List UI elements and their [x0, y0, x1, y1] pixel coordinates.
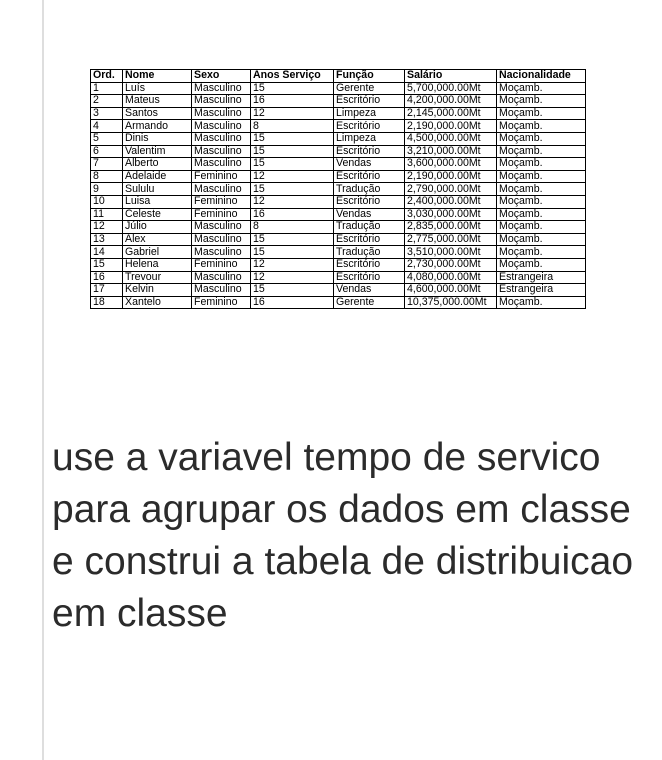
table-row: [91, 195, 586, 208]
cell-ord: 18: [91, 296, 123, 309]
cell-nome: Mateus: [123, 95, 192, 108]
header-funcao: Função: [334, 70, 405, 83]
cell-nome: Valentim: [123, 145, 192, 158]
cell-salario: 4,080,000.00Mt: [405, 271, 497, 284]
cell-nacionalidade: Estrangeira: [497, 271, 586, 284]
table-row: [91, 296, 586, 309]
cell-anos-servico: 15: [251, 145, 334, 158]
cell-nome: Alberto: [123, 158, 192, 171]
cell-ord: 16: [91, 271, 123, 284]
cell-salario: 4,500,000.00Mt: [405, 132, 497, 145]
table-row: [91, 145, 586, 158]
cell-sexo: Masculino: [192, 158, 251, 171]
cell-nome: Trevour: [123, 271, 192, 284]
header-nome: Nome: [123, 70, 192, 83]
cell-anos-servico: 15: [251, 233, 334, 246]
cell-salario: 3,210,000.00Mt: [405, 145, 497, 158]
cell-anos-servico: 16: [251, 208, 334, 221]
cell-nome: Kelvin: [123, 284, 192, 297]
cell-sexo: Masculino: [192, 284, 251, 297]
cell-ord: 12: [91, 221, 123, 234]
cell-sexo: Masculino: [192, 246, 251, 259]
table-row: [91, 233, 586, 246]
cell-sexo: Masculino: [192, 221, 251, 234]
cell-nacionalidade: Moçamb.: [497, 107, 586, 120]
cell-salario: 3,510,000.00Mt: [405, 246, 497, 259]
cell-salario: 2,145,000.00Mt: [405, 107, 497, 120]
cell-anos-servico: 12: [251, 170, 334, 183]
cell-sexo: Masculino: [192, 145, 251, 158]
cell-nacionalidade: Moçamb.: [497, 120, 586, 133]
table-row: [91, 120, 586, 133]
cell-sexo: Masculino: [192, 271, 251, 284]
cell-nacionalidade: Moçamb.: [497, 183, 586, 196]
header-ord: Ord.: [91, 70, 123, 83]
cell-nacionalidade: Moçamb.: [497, 132, 586, 145]
cell-nome: Gabriel: [123, 246, 192, 259]
cell-sexo: Masculino: [192, 82, 251, 95]
cell-sexo: Feminino: [192, 208, 251, 221]
table-body: [91, 82, 586, 309]
cell-nacionalidade: Moçamb.: [497, 195, 586, 208]
cell-ord: 4: [91, 120, 123, 133]
table-row: [91, 208, 586, 221]
cell-nacionalidade: Moçamb.: [497, 233, 586, 246]
cell-salario: 2,835,000.00Mt: [405, 221, 497, 234]
cell-nacionalidade: Moçamb.: [497, 208, 586, 221]
header-sexo: Sexo: [192, 70, 251, 83]
cell-ord: 9: [91, 183, 123, 196]
cell-salario: 2,190,000.00Mt: [405, 170, 497, 183]
cell-ord: 11: [91, 208, 123, 221]
cell-funcao: Vendas: [334, 158, 405, 171]
table-row: [91, 246, 586, 259]
cell-ord: 10: [91, 195, 123, 208]
cell-anos-servico: 15: [251, 246, 334, 259]
cell-nome: Santos: [123, 107, 192, 120]
cell-nome: Alex: [123, 233, 192, 246]
cell-funcao: Vendas: [334, 208, 405, 221]
cell-anos-servico: 15: [251, 284, 334, 297]
table-row: [91, 95, 586, 108]
cell-ord: 14: [91, 246, 123, 259]
cell-ord: 3: [91, 107, 123, 120]
table-row: [91, 221, 586, 234]
employee-table: [90, 69, 586, 309]
cell-funcao: Escritório: [334, 271, 405, 284]
cell-anos-servico: 16: [251, 95, 334, 108]
cell-sexo: Masculino: [192, 183, 251, 196]
cell-anos-servico: 15: [251, 82, 334, 95]
cell-ord: 5: [91, 132, 123, 145]
left-border-line: [42, 0, 44, 760]
cell-funcao: Limpeza: [334, 132, 405, 145]
cell-nacionalidade: Moçamb.: [497, 82, 586, 95]
cell-anos-servico: 15: [251, 183, 334, 196]
cell-sexo: Masculino: [192, 132, 251, 145]
cell-sexo: Masculino: [192, 233, 251, 246]
cell-salario: 4,600,000.00Mt: [405, 284, 497, 297]
table-row: [91, 170, 586, 183]
cell-nome: Dinis: [123, 132, 192, 145]
cell-salario: 2,730,000.00Mt: [405, 258, 497, 271]
cell-ord: 17: [91, 284, 123, 297]
cell-nome: Luisa: [123, 195, 192, 208]
cell-anos-servico: 12: [251, 195, 334, 208]
cell-nacionalidade: Moçamb.: [497, 246, 586, 259]
cell-nome: Armando: [123, 120, 192, 133]
cell-sexo: Masculino: [192, 107, 251, 120]
cell-ord: 1: [91, 82, 123, 95]
header-anos-servico: Anos Serviço: [251, 70, 334, 83]
cell-sexo: Masculino: [192, 95, 251, 108]
cell-anos-servico: 16: [251, 296, 334, 309]
cell-nacionalidade: Moçamb.: [497, 95, 586, 108]
table-row: [91, 183, 586, 196]
cell-ord: 8: [91, 170, 123, 183]
cell-funcao: Tradução: [334, 221, 405, 234]
cell-funcao: Escritório: [334, 195, 405, 208]
cell-nacionalidade: Moçamb.: [497, 221, 586, 234]
cell-nome: Sululu: [123, 183, 192, 196]
cell-salario: 3,030,000.00Mt: [405, 208, 497, 221]
cell-anos-servico: 8: [251, 120, 334, 133]
cell-ord: 13: [91, 233, 123, 246]
table-row: [91, 258, 586, 271]
data-table-image: [90, 69, 586, 309]
cell-salario: 2,775,000.00Mt: [405, 233, 497, 246]
cell-ord: 2: [91, 95, 123, 108]
cell-salario: 2,790,000.00Mt: [405, 183, 497, 196]
cell-anos-servico: 12: [251, 258, 334, 271]
cell-nacionalidade: Estrangeira: [497, 284, 586, 297]
cell-nacionalidade: Moçamb.: [497, 158, 586, 171]
cell-nacionalidade: Moçamb.: [497, 258, 586, 271]
cell-funcao: Vendas: [334, 284, 405, 297]
cell-salario: 4,200,000.00Mt: [405, 95, 497, 108]
cell-nome: Helena: [123, 258, 192, 271]
table-row: [91, 271, 586, 284]
cell-anos-servico: 15: [251, 158, 334, 171]
cell-funcao: Escritório: [334, 233, 405, 246]
cell-funcao: Escritório: [334, 120, 405, 133]
cell-anos-servico: 12: [251, 271, 334, 284]
header-nacionalidade: Nacionalidade: [497, 70, 586, 83]
cell-ord: 6: [91, 145, 123, 158]
cell-nacionalidade: Moçamb.: [497, 170, 586, 183]
cell-funcao: Tradução: [334, 246, 405, 259]
cell-ord: 7: [91, 158, 123, 171]
cell-salario: 3,600,000.00Mt: [405, 158, 497, 171]
cell-salario: 2,400,000.00Mt: [405, 195, 497, 208]
table-row: [91, 107, 586, 120]
cell-funcao: Limpeza: [334, 107, 405, 120]
cell-ord: 15: [91, 258, 123, 271]
cell-salario: 10,375,000.00Mt: [405, 296, 497, 309]
cell-nome: Xantelo: [123, 296, 192, 309]
cell-nome: Luís: [123, 82, 192, 95]
cell-anos-servico: 12: [251, 107, 334, 120]
cell-sexo: Feminino: [192, 296, 251, 309]
cell-funcao: Tradução: [334, 183, 405, 196]
question-text: use a variavel tempo de servico para agrupar os dados em classe e construi a tabela de distribuicao em classe: [52, 436, 634, 635]
cell-anos-servico: 8: [251, 221, 334, 234]
cell-nome: Júlio: [123, 221, 192, 234]
cell-salario: 5,700,000.00Mt: [405, 82, 497, 95]
table-row: [91, 132, 586, 145]
cell-funcao: Escritório: [334, 258, 405, 271]
table-row: [91, 284, 586, 297]
cell-nacionalidade: Moçamb.: [497, 296, 586, 309]
table-row: [91, 158, 586, 171]
cell-sexo: Masculino: [192, 120, 251, 133]
cell-nome: Celeste: [123, 208, 192, 221]
cell-sexo: Feminino: [192, 258, 251, 271]
cell-funcao: Gerente: [334, 82, 405, 95]
cell-nome: Adelaide: [123, 170, 192, 183]
cell-funcao: Gerente: [334, 296, 405, 309]
cell-funcao: Escritório: [334, 170, 405, 183]
cell-salario: 2,190,000.00Mt: [405, 120, 497, 133]
header-salario: Salário: [405, 70, 497, 83]
cell-sexo: Feminino: [192, 170, 251, 183]
table-row: [91, 82, 586, 95]
cell-funcao: Escritório: [334, 145, 405, 158]
cell-sexo: Feminino: [192, 195, 251, 208]
table-header-row: [91, 70, 586, 83]
cell-nacionalidade: Moçamb.: [497, 145, 586, 158]
cell-anos-servico: 15: [251, 132, 334, 145]
cell-funcao: Escritório: [334, 95, 405, 108]
